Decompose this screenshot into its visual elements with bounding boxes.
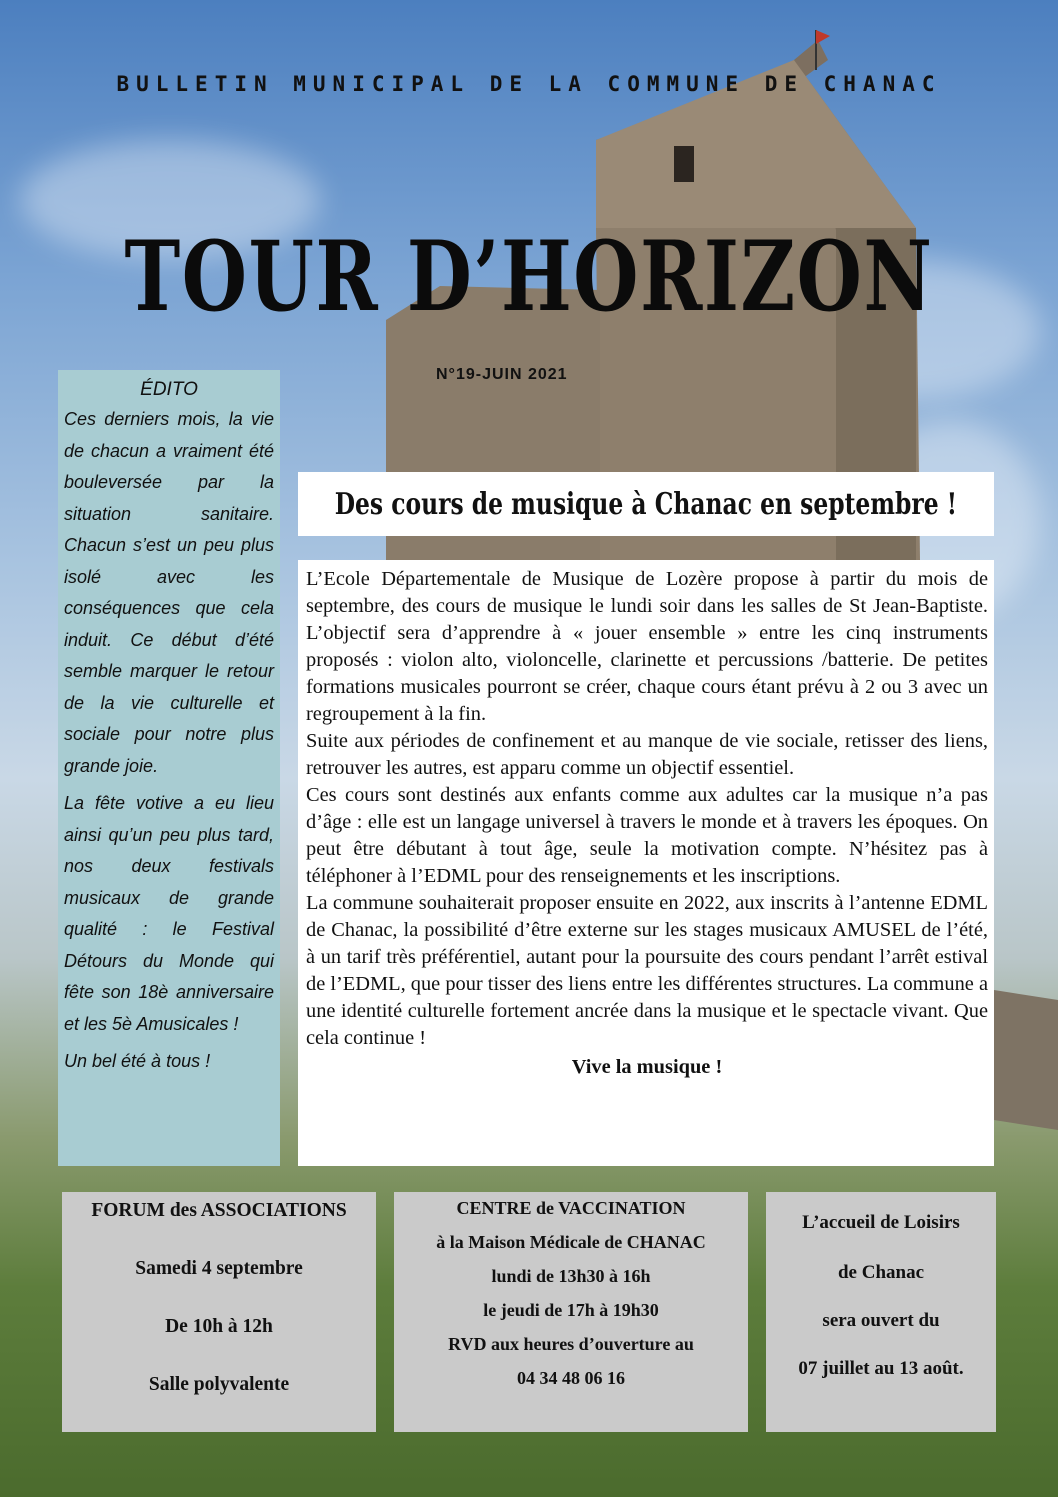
loisirs-dates: 07 juillet au 13 août. [798,1358,964,1379]
masthead: BULLETIN MUNICIPAL DE LA COMMUNE DE CHANAC [116,72,942,96]
vaccination-appointment: RVD aux heures d’ouverture au [448,1334,694,1354]
article-headline: Des cours de musique à Chanac en septembre ! [334,486,958,522]
vaccination-info-box [394,1192,748,1432]
edito-heading: ÉDITO [140,379,198,400]
edito-box [58,370,280,1166]
vaccination-hours-monday: lundi de 13h30 à 16h [491,1266,651,1286]
forum-time: De 10h à 12h [165,1316,273,1337]
page-title: TOUR D’HORIZON [124,220,934,333]
forum-info-box [62,1192,376,1432]
article-paragraph: L’Ecole Départementale de Musique de Lozère propose à partir du mois de septembre, des cours de musique le lundi soir dans les salles de St Jean-Baptiste. L’objectif sera d’apprendre à « jouer ensemble » entre les cinq instruments proposés : violon alto, violoncelle, clarinette et percussions /batterie. De petites formations musicales pourront se créer, chaque cours étant prévu à 2 ou 3 avec un regroupement à la fin. [306,568,988,725]
article-paragraph: La commune souhaiterait proposer ensuite en 2022, aux inscrits à l’antenne EDML de Chanac, la possibilité d’être externe sur les stages musicaux AMUSEL de l’été, à un tarif très préférentiel, autant pour la poursuite des cours pendant l’arrêt estival de l’EDML, que pour tisser des liens entre les différentes structures. La commune a une identité culturelle fortement ancrée dans la musique et le spectacle vivant. Que cela continue ! [306,892,988,1049]
vaccination-hours-thursday: le jeudi de 17h à 19h30 [483,1300,659,1320]
forum-date: Samedi 4 septembre [135,1258,303,1279]
edito-paragraph: Un bel été à tous ! [64,1051,211,1071]
article-paragraph: Ces cours sont destinés aux enfants comme aux adultes car la musique n’a pas d’âge : elle est un langage universel à travers le monde et à travers les époques. On peut être débutant à tout âge, seule la motivation compte. N’hésitez pas à téléphoner à l’EDML pour des renseignements et les inscriptions. [306,784,988,887]
forum-location: Salle polyvalente [148,1374,290,1395]
edito-paragraph: Ces derniers mois, la vie de chacun a vraiment été bouleversée par la situation sanitaire. Chacun s’est un peu plus isolé avec les conséquences que cela induit. Ce début d’été semble marquer le retour de la vie culturelle et sociale pour notre plus grande joie. [64,409,274,776]
vaccination-title: CENTRE de VACCINATION [456,1198,686,1218]
forum-title: FORUM des ASSOCIATIONS [91,1200,347,1221]
headline-box [298,472,994,536]
tower-window [674,146,694,182]
loisirs-open-label: sera ouvert du [822,1310,940,1331]
article-body [298,560,994,1166]
issue-number: N°19-JUIN 2021 [436,366,568,383]
article-closing: Vive la musique ! [571,1056,723,1078]
vaccination-location: à la Maison Médicale de CHANAC [436,1232,706,1252]
loisirs-place: de Chanac [837,1262,925,1283]
article-paragraph: Suite aux périodes de confinement et au manque de vie sociale, retisser des liens, retrouver les autres, est apparu comme un objectif essentiel. [306,730,988,779]
edito-paragraph: La fête votive a eu lieu ainsi qu’un peu plus tard, nos deux festivals musicaux de grande qualité : le Festival Détours du Monde qui fête son 18è anniversaire et les 5è Amusicales ! [64,793,274,1034]
loisirs-info-box [766,1192,996,1432]
vaccination-phone: 04 34 48 06 16 [517,1368,625,1388]
loisirs-title: L’accueil de Loisirs [802,1212,960,1233]
